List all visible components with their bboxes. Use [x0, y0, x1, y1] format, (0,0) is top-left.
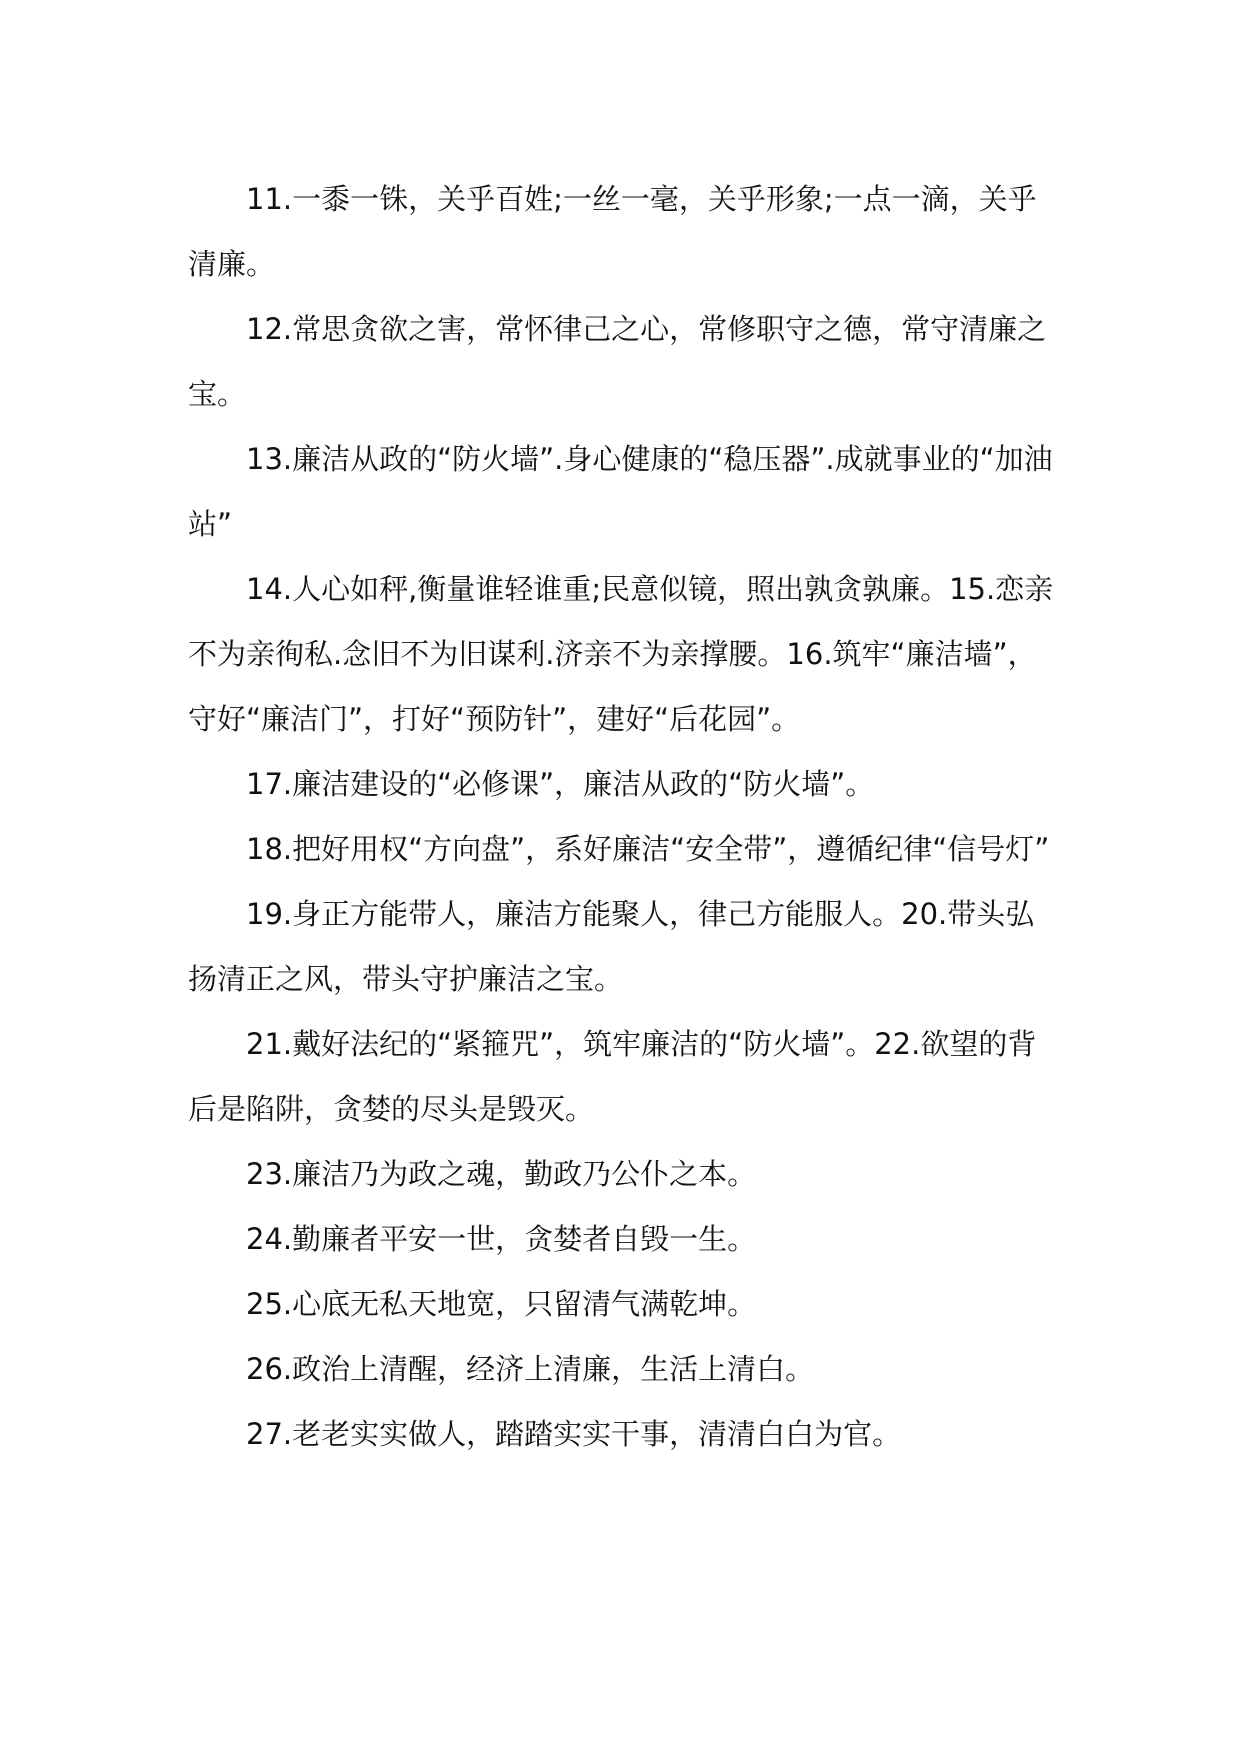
- paragraph-19-20: 19.身正方能带人，廉洁方能聚人，律己方能服人。20.带头弘扬清正之风，带头守护廉洁之宝。: [188, 897, 1035, 996]
- paragraph-11: 11.一黍一铢，关乎百姓;一丝一毫，关乎形象;一点一滴，关乎清廉。: [188, 182, 1037, 281]
- paragraph-12: 12.常思贪欲之害，常怀律己之心，常修职守之德，常守清廉之宝。: [188, 312, 1047, 411]
- document-body: [188, 167, 1058, 1467]
- paragraph-14-16: 14.人心如秤,衡量谁轻谁重;民意似镜，照出孰贪孰廉。15.恋亲不为亲徇私.念旧不为旧谋利.济亲不为亲撑腰。16.筑牢“廉洁墙”，守好“廉洁门”，打好“预防针”，建好“后花园”。: [188, 572, 1054, 736]
- paragraph-26: 26.政治上清醒，经济上清廉，生活上清白。: [246, 1352, 815, 1386]
- paragraph-24: 24.勤廉者平安一世，贪婪者自毁一生。: [246, 1222, 757, 1256]
- paragraph-25: 25.心底无私天地宽，只留清气满乾坤。: [246, 1287, 757, 1321]
- paragraph-18: 18.把好用权“方向盘”，系好廉洁“安全带”，遵循纪律“信号灯”: [246, 832, 1050, 866]
- paragraph-17: 17.廉洁建设的“必修课”，廉洁从政的“防火墙”。: [246, 767, 875, 801]
- paragraph-23: 23.廉洁乃为政之魂，勤政乃公仆之本。: [246, 1157, 757, 1191]
- paragraph-21-22: 21.戴好法纪的“紧箍咒”，筑牢廉洁的“防火墙”。22.欲望的背后是陷阱，贪婪的尽头是毁灭。: [188, 1027, 1037, 1126]
- paragraph-13: 13.廉洁从政的“防火墙”.身心健康的“稳压器”.成就事业的“加油站”: [188, 442, 1053, 541]
- paragraph-27: 27.老老实实做人，踏踏实实干事，清清白白为官。: [246, 1417, 902, 1451]
